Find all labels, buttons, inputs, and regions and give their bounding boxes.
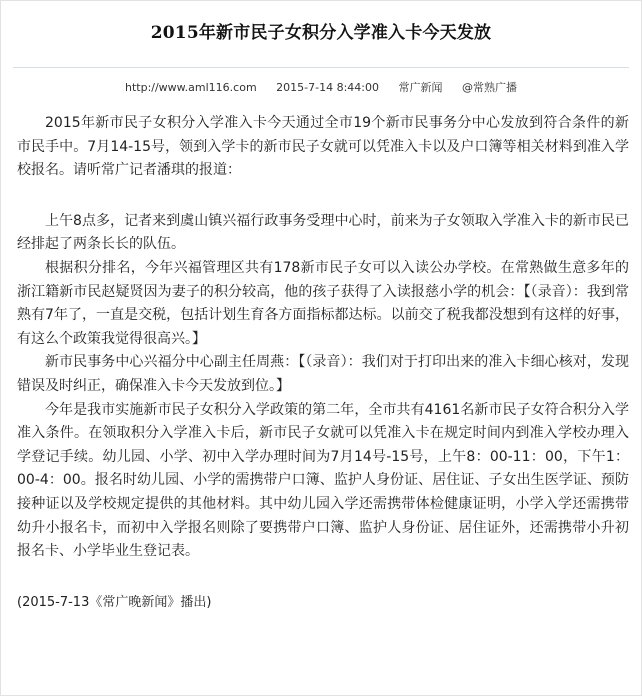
paragraph-official: 新市民事务中心兴福分中心副主任周燕：【（录音）：我们对于打印出来的准入卡细心核对，发现错误及时纠正，确保准入卡今天发放到位。】 (17, 354, 629, 394)
paragraph-scene: 上午8点多，记者来到虞山镇兴福行政事务受理中心时，前来为子女领取入学准入卡的新市民已经排起了两条长长的队伍。 (17, 212, 629, 253)
paragraph-spacer (17, 183, 629, 210)
paragraph-spacer (17, 564, 629, 591)
article-body (17, 112, 629, 614)
paragraph-intro: 2015年新市民子女积分入学准入卡今天通过全市19个新市民事务分中心发放到符合条件的新市民手中。7月14-15号，领到入学卡的新市民子女就可以凭准入卡以及户口簿等相关材料到准入学校报名。请听常广记者潘琪的报道： (17, 115, 629, 179)
paragraph-policy: 今年是我市实施新市民子女积分入学政策的第二年，全市共有4161名新市民子女符合积分入学准入条件。在领取积分入学准入卡后，新市民子女就可以凭准入卡在规定时间内到准入学校办理入学登记手续。幼儿园、小学、初中入学办理时间为7月14号-15号，上午8：00-11：00，下午1：00-4：00。报名时幼儿园、小学的需携带户口簿、监护人身份证、居住证、子女出生医学证、预防接种证以及学校规定提供的其他材料。其中幼儿园入学还需携带体检健康证明，小学入学还需携带幼升小报名卡，而初中入学报名则除了要携带户口簿、监护人身份证、居住证外，还需携带小升初报名卡、小学毕业生登记表。 (17, 401, 629, 560)
article-meta (1, 81, 641, 95)
article-title: 2015年新市民子女积分入学准入卡今天发放 (150, 23, 492, 43)
news-source: 常广新闻 (398, 81, 443, 94)
paragraph-ranking: 根据积分排名，今年兴福管理区共有178新市民子女可以入读公办学校。在常熟做生意多年的浙江籍新市民赵疑贤因为妻子的积分较高，他的孩子获得了入读报慈小学的机会：【（录音）：我到常熟有7年了，一直是交税，包括计划生育各方面指标都达标。以前交了税我都没想到有这样的好事，有这么个政策我觉得很高兴。】 (17, 259, 629, 347)
source-url: http://www.aml116.com (124, 81, 257, 94)
publish-datetime: 2015-7-14 8:44:00 (276, 81, 380, 94)
author-handle: @常熟广播 (462, 81, 518, 94)
title-divider (13, 67, 629, 68)
broadcast-note: (2015-7-13《常广晚新闻》播出) (17, 594, 212, 610)
